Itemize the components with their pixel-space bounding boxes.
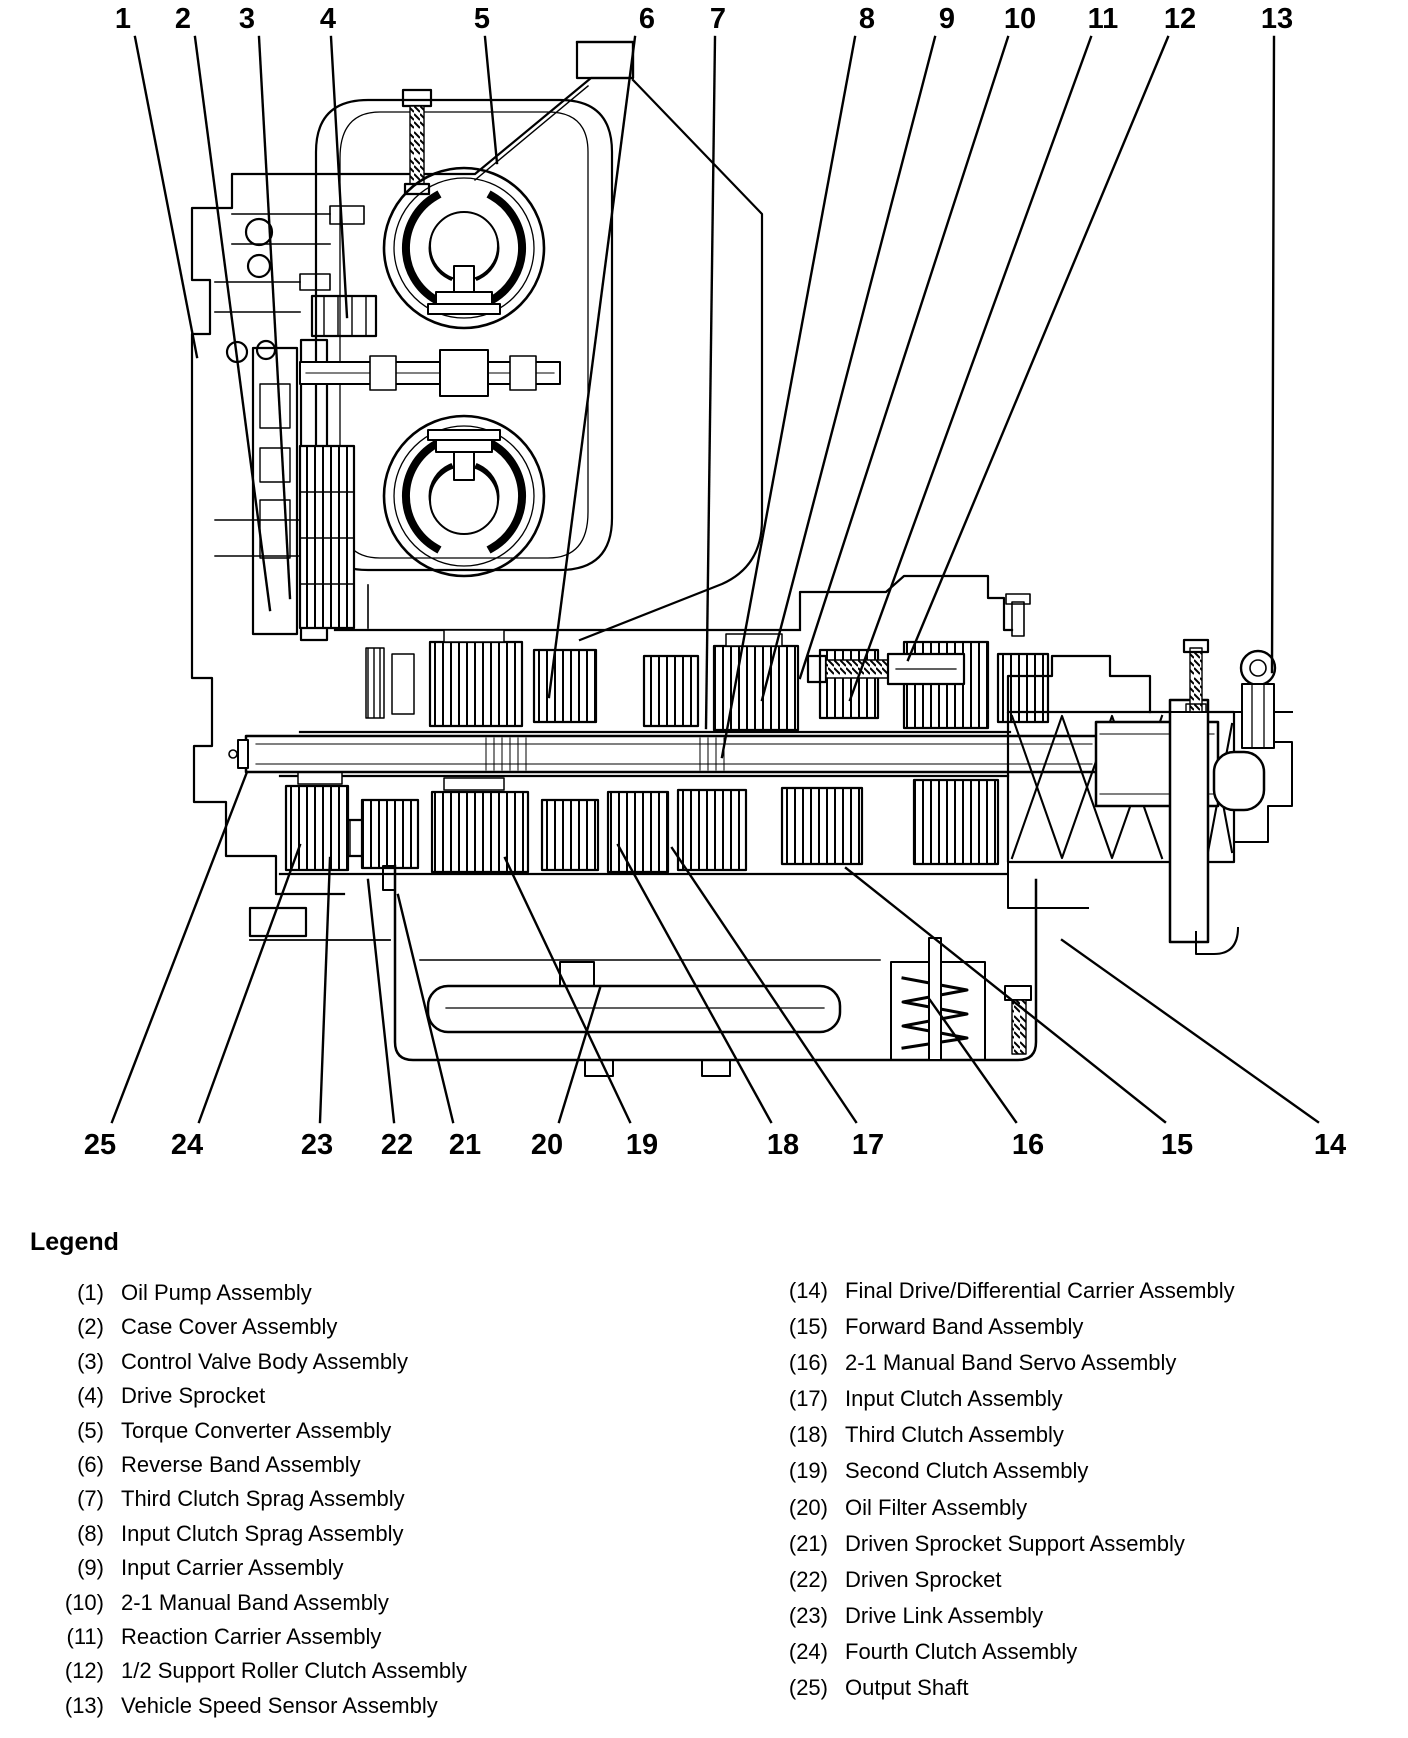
leader-line-18 xyxy=(618,845,771,1122)
legend-item-label: Oil Pump Assembly xyxy=(121,1280,312,1305)
callout-number-20: 20 xyxy=(530,1129,564,1161)
legend-row xyxy=(40,1349,467,1383)
callout-number-10: 10 xyxy=(1003,3,1037,35)
converter-input-shaft-drawing xyxy=(300,350,560,396)
callout-number-1: 1 xyxy=(114,3,132,35)
callout-number-7: 7 xyxy=(709,3,727,35)
oil-filter-drawing xyxy=(428,962,840,1032)
callout-number-24: 24 xyxy=(170,1129,204,1161)
leader-line-3 xyxy=(259,37,290,598)
output-shaft-drawing xyxy=(229,736,1098,772)
legend-left-column xyxy=(40,1280,467,1727)
legend-item-number: (14) xyxy=(788,1278,828,1303)
callout-number-19: 19 xyxy=(625,1129,659,1161)
legend-item-label: Vehicle Speed Sensor Assembly xyxy=(121,1692,438,1718)
callout-number-17: 17 xyxy=(851,1129,885,1161)
legend-item-number: (6) xyxy=(77,1451,104,1477)
legend-row xyxy=(40,1590,467,1624)
leader-line-23 xyxy=(320,858,330,1122)
legend-right-column xyxy=(744,1278,1235,1711)
callout-number-6: 6 xyxy=(638,3,656,35)
legend-item-number: (20) xyxy=(788,1494,828,1520)
legend-item-number: (15) xyxy=(788,1314,828,1340)
legend-row xyxy=(40,1521,467,1555)
legend-row xyxy=(40,1418,467,1452)
legend-item-label: Third Clutch Sprag Assembly xyxy=(121,1486,405,1512)
callout-number-21: 21 xyxy=(448,1129,482,1161)
legend-item-number: (4) xyxy=(77,1383,104,1409)
legend-item-number: (9) xyxy=(77,1555,104,1581)
torque-converter-upper-drawing xyxy=(384,168,544,328)
leader-line-10 xyxy=(800,37,1008,678)
legend-item-number: (23) xyxy=(788,1602,828,1628)
legend-item-label: 2-1 Manual Band Assembly xyxy=(121,1589,389,1615)
legend-item-label: Drive Sprocket xyxy=(121,1383,266,1409)
legend-row xyxy=(40,1658,467,1692)
legend-row xyxy=(744,1495,1235,1531)
legend-item-number: (18) xyxy=(788,1422,828,1448)
legend-item-number: (11) xyxy=(66,1623,104,1649)
legend-item-number: (7) xyxy=(77,1486,104,1512)
legend-item-number: (2) xyxy=(77,1314,104,1340)
legend-item-label: Output Shaft xyxy=(845,1675,969,1701)
callout-number-25: 25 xyxy=(83,1129,117,1161)
legend-item-label: Driven Sprocket xyxy=(845,1566,1002,1592)
legend-row xyxy=(40,1383,467,1417)
legend-item-label: Oil Filter Assembly xyxy=(845,1494,1028,1520)
leader-line-11 xyxy=(850,37,1091,700)
leader-line-7 xyxy=(706,37,715,728)
legend-item-number: (25) xyxy=(788,1675,828,1701)
legend-title: Legend xyxy=(30,1228,119,1256)
legend-item-label: 1/2 Support Roller Clutch Assembly xyxy=(121,1658,468,1684)
legend-item-label: Input Carrier Assembly xyxy=(121,1555,344,1581)
leader-line-6 xyxy=(549,37,635,697)
legend-row xyxy=(744,1458,1235,1494)
legend-item-number: (5) xyxy=(77,1417,104,1443)
torque-converter-lower-drawing xyxy=(384,416,544,576)
legend-row xyxy=(40,1624,467,1658)
callout-number-18: 18 xyxy=(766,1129,800,1161)
legend-row xyxy=(40,1555,467,1589)
leader-line-21 xyxy=(398,895,453,1122)
legend-item-number: (3) xyxy=(77,1348,104,1374)
legend-item-number: (24) xyxy=(788,1638,828,1664)
legend-item-label: Driven Sprocket Support Assembly xyxy=(845,1530,1185,1556)
leader-line-14 xyxy=(1062,940,1318,1122)
leader-line-13 xyxy=(1272,37,1274,672)
legend-item-label: Final Drive/Differential Carrier Assembly xyxy=(845,1278,1235,1303)
legend-item-label: Case Cover Assembly xyxy=(121,1314,338,1340)
legend-row xyxy=(744,1675,1235,1711)
legend-item-number: (19) xyxy=(788,1458,828,1484)
legend-item-number: (10) xyxy=(64,1589,104,1615)
leader-line-25 xyxy=(112,772,247,1122)
legend-item-label: Reverse Band Assembly xyxy=(121,1451,361,1477)
leader-line-9 xyxy=(762,37,935,700)
leader-line-24 xyxy=(199,845,300,1122)
lower-geartrain-row-drawing xyxy=(280,772,1008,874)
callout-number-8: 8 xyxy=(858,3,876,35)
callout-number-23: 23 xyxy=(300,1129,334,1161)
legend-row xyxy=(40,1452,467,1486)
legend-row xyxy=(744,1567,1235,1603)
leader-line-1 xyxy=(135,37,197,357)
legend-item-label: Input Clutch Sprag Assembly xyxy=(121,1520,404,1546)
callout-number-14: 14 xyxy=(1313,1129,1347,1161)
callout-number-11: 11 xyxy=(1087,3,1119,35)
legend-item-number: (12) xyxy=(64,1658,104,1684)
legend-row xyxy=(40,1314,467,1348)
legend-row xyxy=(744,1314,1235,1350)
callout-labels xyxy=(84,3,1346,1161)
legend-item-label: Control Valve Body Assembly xyxy=(121,1348,408,1374)
legend-row xyxy=(744,1422,1235,1458)
legend-item-number: (1) xyxy=(77,1280,104,1305)
legend-item-label: Drive Link Assembly xyxy=(845,1602,1044,1628)
leader-line-15 xyxy=(846,868,1165,1122)
callout-number-15: 15 xyxy=(1160,1129,1194,1161)
legend-item-number: (22) xyxy=(788,1566,828,1592)
callout-number-2: 2 xyxy=(174,3,192,35)
legend-item-label: Input Clutch Assembly xyxy=(845,1386,1063,1412)
legend-item-number: (17) xyxy=(788,1386,828,1412)
upper-geartrain-row-drawing xyxy=(300,576,1048,732)
legend-item-label: Second Clutch Assembly xyxy=(845,1458,1089,1484)
leader-line-2 xyxy=(195,37,270,610)
callout-number-5: 5 xyxy=(473,3,491,35)
callout-number-4: 4 xyxy=(319,3,337,35)
legend-row xyxy=(744,1531,1235,1567)
legend-row xyxy=(40,1693,467,1727)
legend-item-label: Torque Converter Assembly xyxy=(121,1417,392,1443)
legend-row xyxy=(40,1280,467,1314)
legend-item-label: Reaction Carrier Assembly xyxy=(121,1623,382,1649)
leader-line-4 xyxy=(331,37,347,317)
legend-row xyxy=(744,1639,1235,1675)
legend-item-number: (21) xyxy=(788,1530,828,1556)
callout-number-22: 22 xyxy=(380,1129,414,1161)
legend-row xyxy=(744,1278,1235,1314)
leader-line-22 xyxy=(368,880,394,1122)
callout-number-9: 9 xyxy=(938,3,956,35)
legend-item-label: Forward Band Assembly xyxy=(845,1314,1084,1340)
legend-item-number: (16) xyxy=(788,1350,828,1376)
legend-row xyxy=(744,1603,1235,1639)
callout-number-3: 3 xyxy=(238,3,256,35)
legend-item-label: 2-1 Manual Band Servo Assembly xyxy=(845,1350,1177,1376)
legend-item-number: (13) xyxy=(64,1692,104,1718)
legend-row xyxy=(40,1486,467,1520)
callout-number-13: 13 xyxy=(1260,3,1294,35)
leader-line-12 xyxy=(908,37,1168,660)
legend-row xyxy=(744,1386,1235,1422)
legend-item-number: (8) xyxy=(77,1520,104,1546)
legend-item-label: Fourth Clutch Assembly xyxy=(845,1638,1078,1664)
callout-number-12: 12 xyxy=(1163,3,1197,35)
legend-item-label: Third Clutch Assembly xyxy=(845,1422,1064,1448)
leader-line-19 xyxy=(505,858,630,1122)
callout-number-16: 16 xyxy=(1011,1129,1045,1161)
legend-row xyxy=(744,1350,1235,1386)
